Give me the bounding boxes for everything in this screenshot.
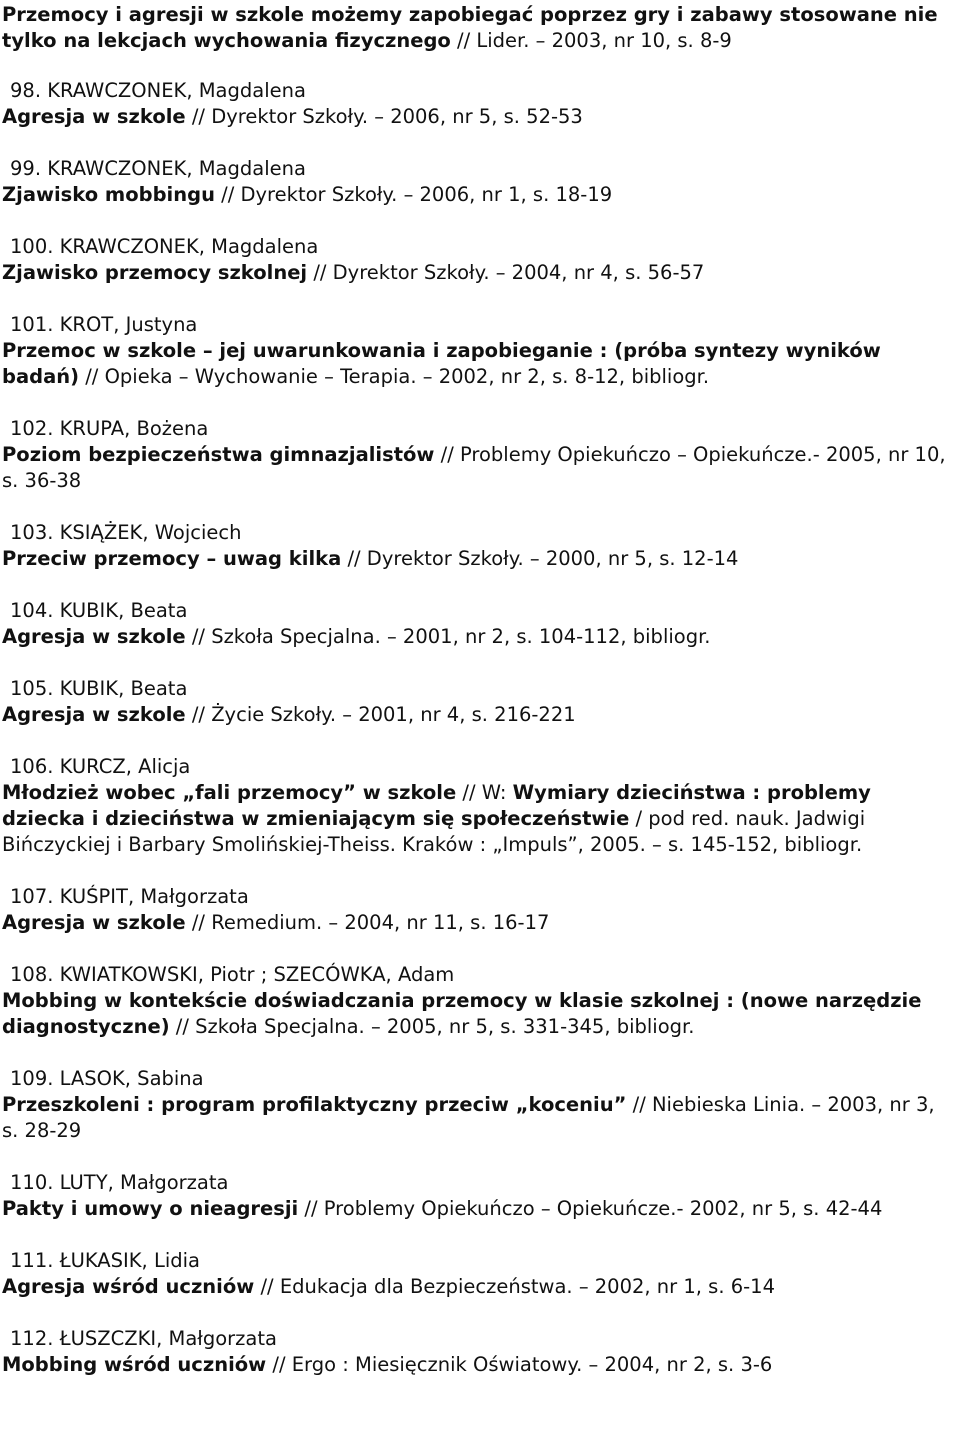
entry-author: KUBIK, Beata — [59, 599, 188, 622]
bibliography-entry — [2, 1066, 956, 1144]
entry-source: // Niebieska Linia. – 2003, nr 3, s. 28-29 — [2, 1093, 935, 1142]
entry-source: // Szkoła Specjalna. – 2005, nr 5, s. 331-345, bibliogr. — [169, 1015, 695, 1038]
entry-author-line — [2, 754, 956, 780]
entry-title: Agresja w szkole — [2, 703, 186, 726]
entry-description — [2, 780, 956, 858]
entry-number: 107. — [10, 885, 54, 908]
entry-author: LUTY, Małgorzata — [59, 1171, 229, 1194]
entry-author-line — [2, 520, 956, 546]
entry-source: // Problemy Opiekuńczo – Opiekuńcze.- 2002, nr 5, s. 42-44 — [298, 1197, 883, 1220]
entry-author-line — [2, 598, 956, 624]
entry-number: 102. — [10, 417, 54, 440]
entry-title: Zjawisko mobbingu — [2, 183, 215, 206]
entry-number: 110. — [10, 1171, 54, 1194]
bibliography-entry — [2, 1248, 956, 1300]
entry-number: 98. — [10, 79, 42, 102]
entry-number: 106. — [10, 755, 54, 778]
entry-number: 104. — [10, 599, 54, 622]
entry-description — [2, 988, 956, 1040]
entry-author: KROT, Justyna — [59, 313, 198, 336]
entry-number: 101. — [10, 313, 54, 336]
entry-author: KSIĄŻEK, Wojciech — [59, 521, 242, 544]
entry-title: Przemocy i agresji w szkole możemy zapobiegać poprzez gry i zabawy stosowane nie tylko na lekcjach wychowania fizycznego — [2, 3, 938, 52]
entry-number: 109. — [10, 1067, 54, 1090]
entry-author: LASOK, Sabina — [59, 1067, 204, 1090]
entry-number: 108. — [10, 963, 54, 986]
bibliography-entry — [2, 156, 956, 208]
entry-description — [2, 1196, 956, 1222]
entry-title: Agresja w szkole — [2, 105, 186, 128]
entry-author-line — [2, 312, 956, 338]
entry-title: Zjawisko przemocy szkolnej — [2, 261, 308, 284]
entry-number: 105. — [10, 677, 54, 700]
entry-author-line — [2, 156, 956, 182]
bibliography-entry — [2, 312, 956, 390]
entry-description — [2, 260, 956, 286]
bibliography-entry — [2, 884, 956, 936]
entry-author-line — [2, 884, 956, 910]
bibliography-entry — [2, 416, 956, 494]
entry-source: // Szkoła Specjalna. – 2001, nr 2, s. 104-112, bibliogr. — [185, 625, 711, 648]
entry-title: Agresja w szkole — [2, 911, 186, 934]
entry-author-line — [2, 1248, 956, 1274]
entry-title: Pakty i umowy o nieagresji — [2, 1197, 299, 1220]
entry-title: Agresja w szkole — [2, 625, 186, 648]
entry-number: 112. — [10, 1327, 54, 1350]
entry-source: // Opieka – Wychowanie – Terapia. – 2002, nr 2, s. 8-12, bibliogr. — [79, 365, 710, 388]
entry-number: 99. — [10, 157, 42, 180]
entry-author: ŁUSZCZKI, Małgorzata — [59, 1327, 277, 1350]
entry-author-line — [2, 676, 956, 702]
entry-author-line — [2, 1326, 956, 1352]
entry-author-line — [2, 78, 956, 104]
entry-description — [2, 1274, 956, 1300]
entry-number: 103. — [10, 521, 54, 544]
entry-continued — [2, 0, 956, 54]
entry-author: KRAWCZONEK, Magdalena — [47, 79, 306, 102]
entry-author: KRAWCZONEK, Magdalena — [59, 235, 319, 258]
entry-number: 111. — [10, 1249, 54, 1272]
entry-source: // Lider. – 2003, nr 10, s. 8-9 — [450, 29, 732, 52]
entry-description — [2, 910, 956, 936]
entry-description — [2, 624, 956, 650]
entry-source: // Edukacja dla Bezpieczeństwa. – 2002, nr 1, s. 6-14 — [254, 1275, 775, 1298]
entry-source: / pod red. nauk. Jadwigi Bińczyckiej i Barbary Smolińskiej-Theiss. Kraków : „Impuls”, 2005. – s. 145-152, bibliogr. — [2, 807, 866, 856]
entry-source-prefix: // W: — [456, 781, 513, 804]
entry-title: Agresja wśród uczniów — [2, 1275, 255, 1298]
entry-host-title: Wymiary dzieciństwa : problemy dziecka i dzieciństwa w zmieniającym się społeczeństwie — [2, 781, 871, 830]
entry-description — [2, 1352, 956, 1378]
entry-title: Mobbing wśród uczniów — [2, 1353, 267, 1376]
entry-title: Mobbing w kontekście doświadczania przemocy w klasie szkolnej : (nowe narzędzie diagnostyczne) — [2, 989, 922, 1038]
entry-author-line — [2, 1066, 956, 1092]
entry-source: // Życie Szkoły. – 2001, nr 4, s. 216-221 — [185, 703, 576, 726]
entry-author: KUBIK, Beata — [59, 677, 188, 700]
entry-description — [2, 702, 956, 728]
entry-description — [2, 182, 956, 208]
entry-title: Przeszkoleni : program profilaktyczny przeciw „koceniu” — [2, 1093, 627, 1116]
bibliography-entry — [2, 676, 956, 728]
entry-author-line — [2, 234, 956, 260]
entry-author: ŁUKASIK, Lidia — [59, 1249, 200, 1272]
entry-description — [2, 546, 956, 572]
bibliography-entry — [2, 234, 956, 286]
entry-source: // Dyrektor Szkoły. – 2000, nr 5, s. 12-14 — [341, 547, 739, 570]
entry-author: KRUPA, Bożena — [59, 417, 209, 440]
entry-number: 100. — [10, 235, 54, 258]
entry-description — [2, 104, 956, 130]
entry-author: KRAWCZONEK, Magdalena — [47, 157, 306, 180]
entry-source: // Remedium. – 2004, nr 11, s. 16-17 — [185, 911, 550, 934]
entry-source: // Dyrektor Szkoły. – 2004, nr 4, s. 56-57 — [307, 261, 705, 284]
bibliography-entry — [2, 1170, 956, 1222]
entry-title: Młodzież wobec „fali przemocy” w szkole — [2, 781, 457, 804]
entry-source: // Ergo : Miesięcznik Oświatowy. – 2004, nr 2, s. 3-6 — [266, 1353, 773, 1376]
entry-source: // Dyrektor Szkoły. – 2006, nr 5, s. 52-53 — [185, 105, 583, 128]
bibliography-entry — [2, 598, 956, 650]
entry-title: Poziom bezpieczeństwa gimnazjalistów — [2, 443, 435, 466]
entry-author-line — [2, 416, 956, 442]
entry-description — [2, 1092, 956, 1144]
entry-description — [2, 442, 956, 494]
entry-title: Przeciw przemocy – uwag kilka — [2, 547, 342, 570]
bibliography-entry — [2, 78, 956, 130]
entry-author: KURCZ, Alicja — [59, 755, 191, 778]
bibliography-entry — [2, 962, 956, 1040]
bibliography-entry — [2, 754, 956, 858]
entry-source: // Problemy Opiekuńczo – Opiekuńcze.- 2005, nr 10, s. 36-38 — [2, 443, 946, 492]
entry-author: KWIATKOWSKI, Piotr ; SZECÓWKA, Adam — [59, 963, 455, 986]
bibliography-entry — [2, 1326, 956, 1378]
entry-source: // Dyrektor Szkoły. – 2006, nr 1, s. 18-19 — [214, 183, 613, 206]
bibliography-entry — [2, 520, 956, 572]
entry-author-line — [2, 962, 956, 988]
entry-author-line — [2, 1170, 956, 1196]
entry-title: Przemoc w szkole – jej uwarunkowania i zapobieganie : (próba syntezy wyników badań) — [2, 339, 881, 388]
entry-description — [2, 338, 956, 390]
entry-author: KUŚPIT, Małgorzata — [59, 885, 249, 908]
